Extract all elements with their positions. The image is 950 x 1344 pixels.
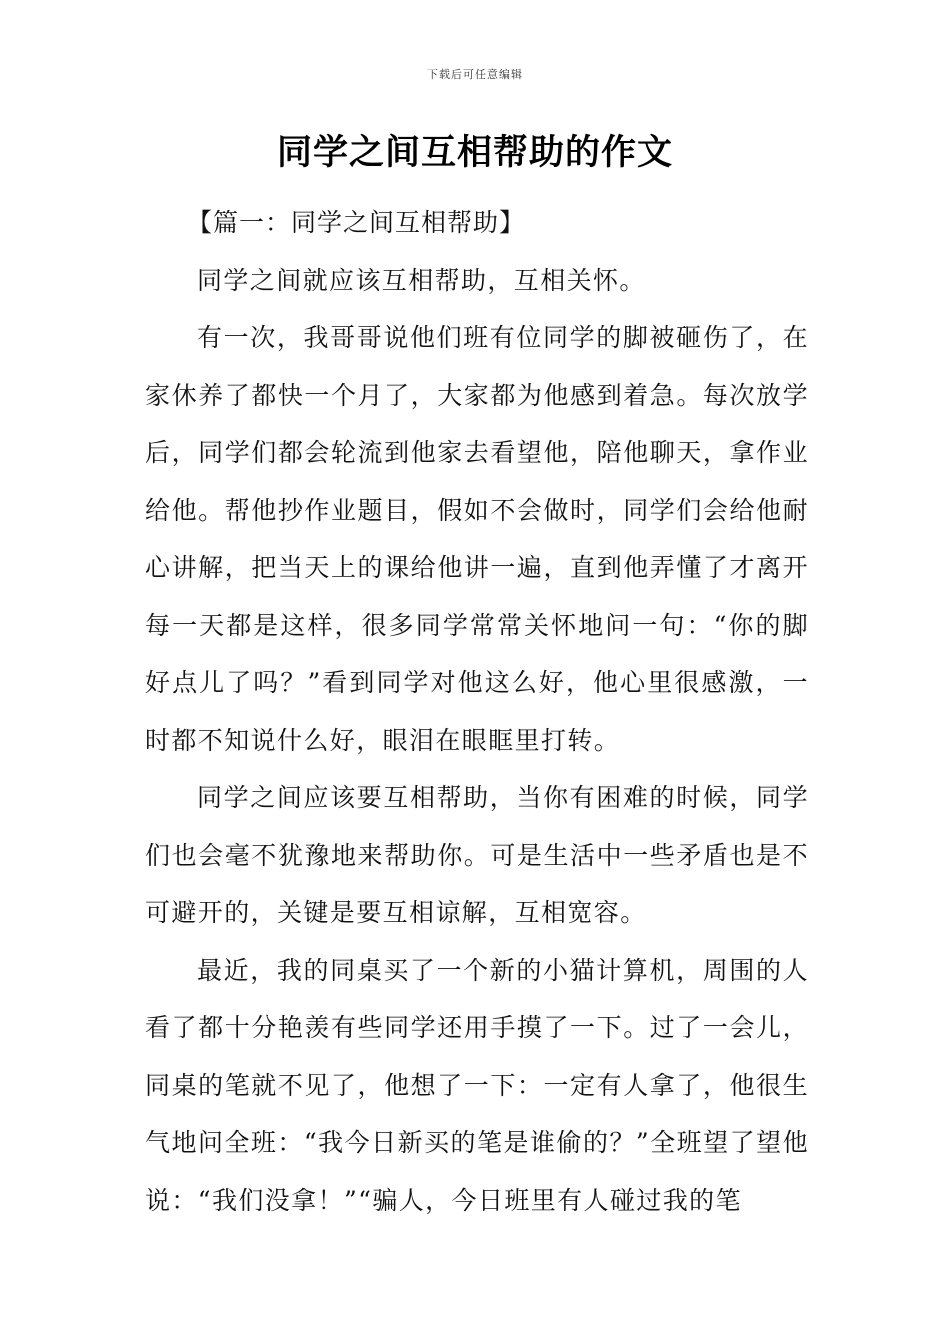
paragraph-2: 有一次，我哥哥说他们班有位同学的脚被砸伤了，在家休养了都快一个月了，大家都为他感到着急。每次放学后，同学们都会轮流到他家去看望他，陪他聊天，拿作业给他。帮他抄作业题目，假如不会做时，同学们会给他耐心讲解，把当天上的课给他讲一遍，直到他弄懂了才离开每一天都是这样，很多同学常常关怀地问一句：“你的脚好点儿了吗？”看到同学对他这么好，他心里很感激，一时都不知说什么好，眼泪在眼眶里打转。: [145, 323, 809, 755]
paragraph-3: 同学之间应该要互相帮助，当你有困难的时候，同学们也会毫不犹豫地来帮助你。可是生活中一些矛盾也是不可避开的，关键是要互相谅解，互相宽容。: [145, 783, 809, 927]
paragraph-1: 同学之间就应该互相帮助，互相关怀。: [197, 265, 646, 295]
page-title: 同学之间互相帮助的作文: [276, 133, 673, 173]
paragraph-4: 最近，我的同桌买了一个新的小猫计算机，周围的人看了都十分艳羡有些同学还用手摸了一下。过了一会儿，同桌的笔就不见了，他想了一下：一定有人拿了，他很生气地问全班：“我今日新买的笔是谁偷的？”全班望了望他说：“我们没拿！”“骗人，今日班里有人碰过我的笔: [145, 955, 809, 1215]
essay-body: [145, 194, 809, 1229]
download-note: 下载后可任意编辑: [427, 68, 523, 81]
section-heading: 【篇一：同学之间互相帮助】: [187, 208, 526, 237]
